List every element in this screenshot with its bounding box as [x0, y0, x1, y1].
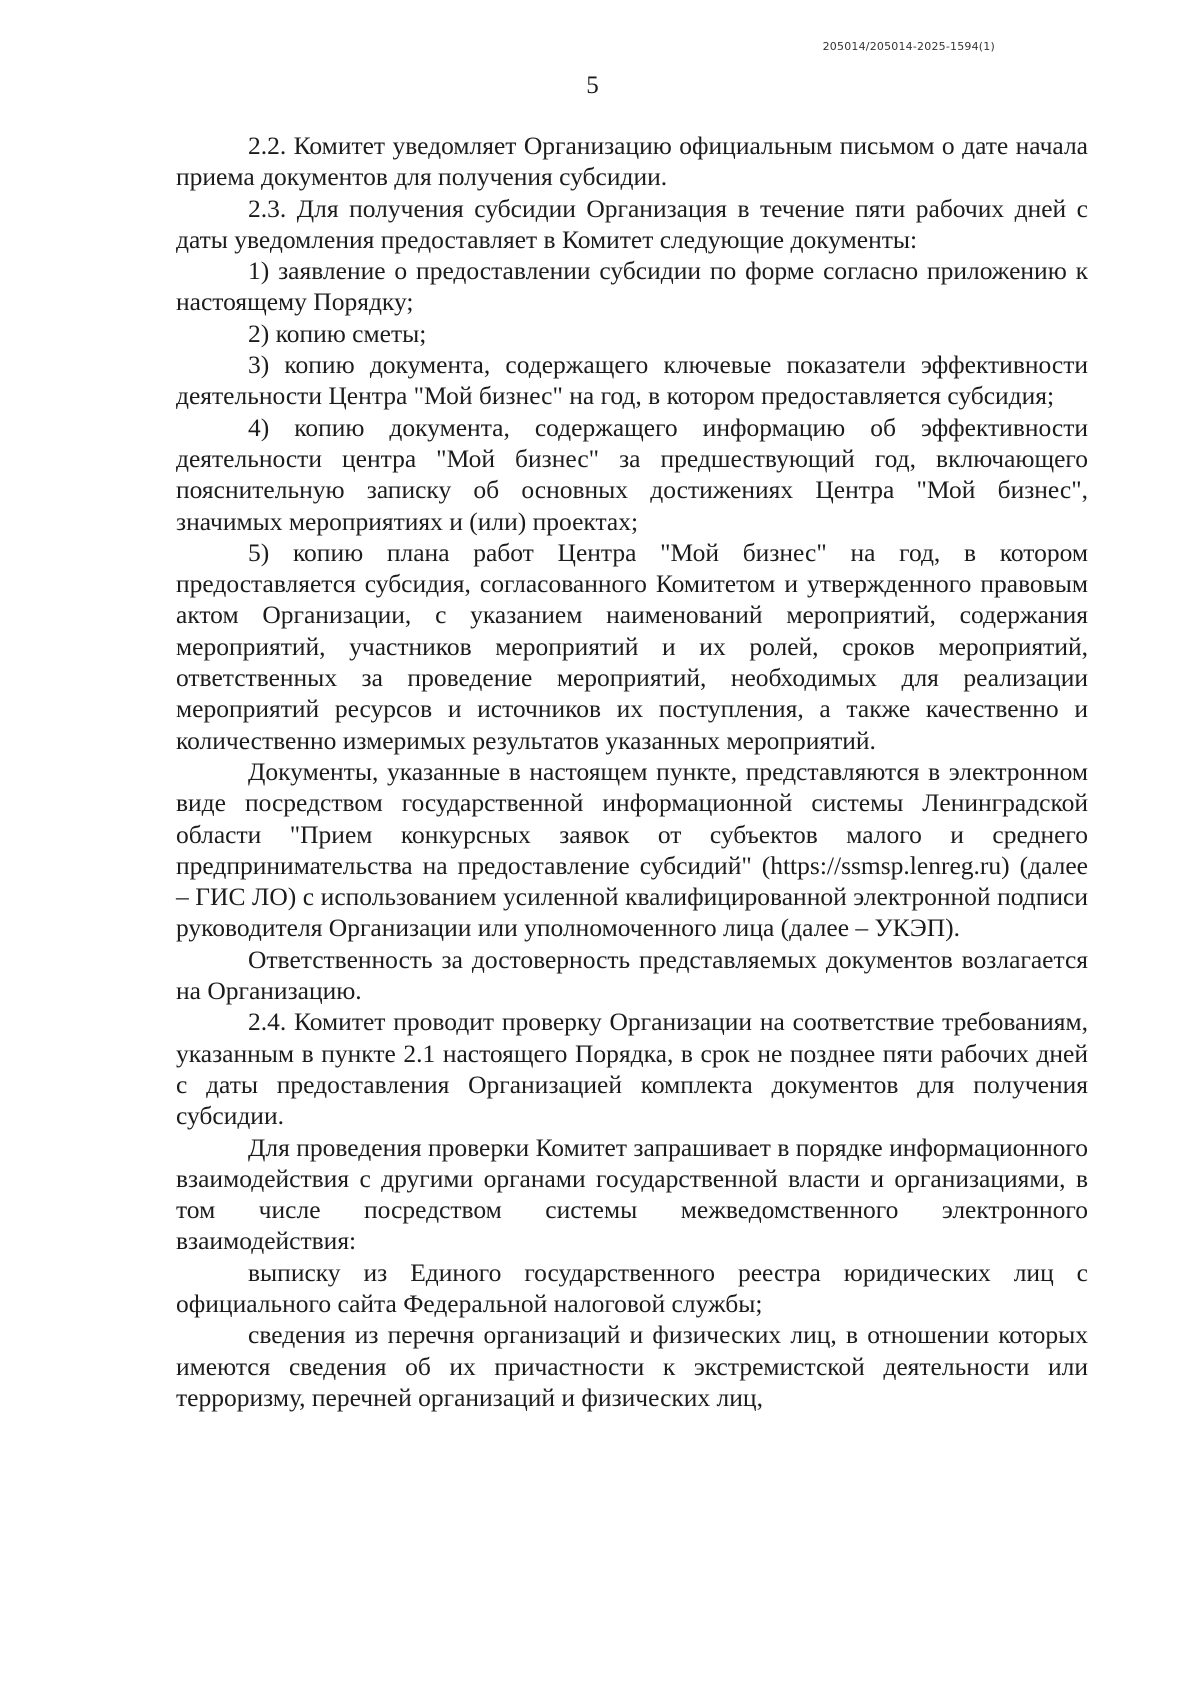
list-item-2: 2) копию сметы; [248, 318, 427, 348]
page-number: 5 [586, 72, 599, 99]
paragraph-2-3: 2.3. Для получения субсидии Организация в течение пяти рабочих дней с даты уведомления предоставляет в Комитет следующие документы: [176, 193, 1088, 254]
list-item-4: 4) копию документа, содержащего информацию об эффективности деятельности центра "Мой бизнес" за предшествующий год, включающего пояснительную записку об основных достижениях Центра "Мой бизнес", значимых мероприятиях и (или) проектах; [176, 412, 1088, 536]
paragraph-2-2: 2.2. Комитет уведомляет Организацию официальным письмом о дате начала приема документов для получения субсидии. [176, 131, 1088, 192]
paragraph-2-4: 2.4. Комитет проводит проверку Организации на соответствие требованиям, указанным в пункте 2.1 настоящего Порядка, в срок не позднее пяти рабочих дней с даты предоставления Организацией комплекта документов для получения субсидии. [176, 1007, 1088, 1131]
list-item-5: 5) копию плана работ Центра "Мой бизнес" на год, в котором предоставляется субсидия, согласованного Комитетом и утвержденного правовым актом Организации, с указанием наименований мероприятий, содержания мероприятий, участников мероприятий и их ролей, сроков мероприятий, ответственных за проведение мероприятий, необходимых для реализации мероприятий ресурсов и источников их поступления, а также качественно и количественно измеримых результатов указанных мероприятий. [176, 537, 1088, 755]
document-body [176, 130, 1088, 1413]
paragraph-documents-submission: Документы, указанные в настоящем пункте, представляются в электронном виде посредством государственной информационной системы Ленинградской области "Прием конкурсных заявок от субъектов малого и среднего предпринимательства на предоставление субсидий" (https://ssmsp.lenreg.ru) (далее – ГИС ЛО) с использованием усиленной квалифицированной электронной подписи руководителя Организации или уполномоченного лица (далее – УКЭП). [176, 756, 1088, 943]
paragraph-responsibility: Ответственность за достоверность представляемых документов возлагается на Организацию. [176, 944, 1088, 1006]
list-item-3: 3) копию документа, содержащего ключевые показатели эффективности деятельности Центра "Мой бизнес" на год, в котором предоставляется субсидия; [176, 350, 1088, 411]
paragraph-verification: Для проведения проверки Комитет запрашивает в порядке информационного взаимодействия с другими органами государственной власти и организациями, в том числе посредством системы межведомственного электронного взаимодействия: [176, 1132, 1088, 1256]
paragraph-extremism-list: сведения из перечня организаций и физических лиц, в отношении которых имеются сведения об их причастности к экстремистской деятельности или терроризму, перечней организаций и физических лиц, [176, 1320, 1088, 1412]
document-id: 205014/205014-2025-1594(1) [822, 40, 995, 53]
paragraph-registry-extract: выписку из Единого государственного реестра юридических лиц с официального сайта Федеральной налоговой службы; [176, 1257, 1088, 1318]
list-item-1: 1) заявление о предоставлении субсидии по форме согласно приложению к настоящему Порядку; [176, 256, 1088, 317]
